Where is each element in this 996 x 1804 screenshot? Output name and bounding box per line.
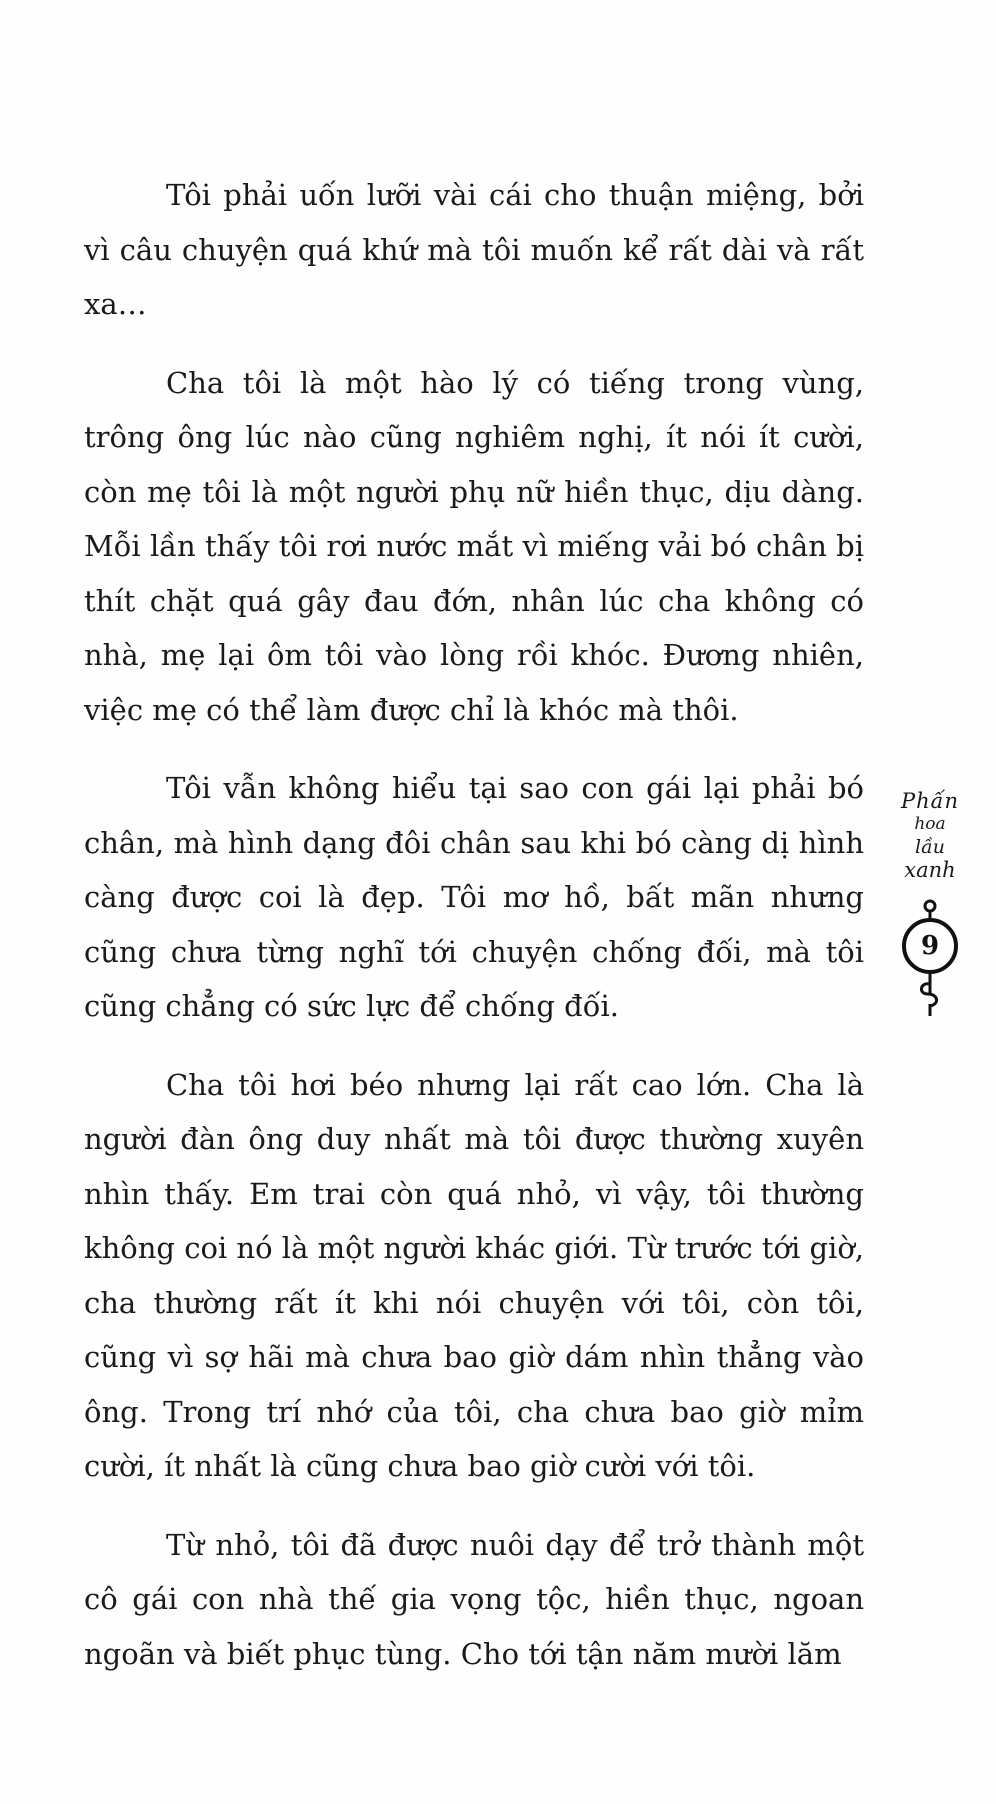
book-title-mark <box>890 790 970 882</box>
paragraph-2: Cha tôi là một hào lý có tiếng trong vùng, trông ông lúc nào cũng nghiêm nghị, ít nói ít cười, còn mẹ tôi là một người phụ nữ hiền thục, dịu dàng. Mỗi lần thấy tôi rơi nước mắt vì miếng vải bó chân bị thít chặt quá gây đau đớn, nhân lúc cha không có nhà, mẹ lại ôm tôi vào lòng rồi khóc. Đương nhiên, việc mẹ có thể làm được chỉ là khóc mà thôi. <box>84 365 864 727</box>
page-number-ornament <box>894 898 966 1018</box>
running-header-mark <box>890 790 970 1020</box>
paragraph-3: Tôi vẫn không hiểu tại sao con gái lại phải bó chân, mà hình dạng đôi chân sau khi bó càng dị hình càng được coi là đẹp. Tôi mơ hồ, bất mãn nhưng cũng chưa từng nghĩ tới chuyện chống đối, mà tôi cũng chẳng có sức lực để chống đối. <box>84 771 864 1023</box>
book-title-line-3: lầu <box>915 836 945 858</box>
paragraph-5: Từ nhỏ, tôi đã được nuôi dạy để trở thành một cô gái con nhà thế gia vọng tộc, hiền thục, ngoan ngoãn và biết phục tùng. Cho tới tận năm mười lăm <box>84 1527 864 1671</box>
book-title-line-2: hoa <box>914 814 946 834</box>
body-text <box>84 168 864 1705</box>
book-title-line-4: xanh <box>904 858 956 882</box>
book-title-line-1: Phấn <box>900 789 960 813</box>
paragraph-4: Cha tôi hơi béo nhưng lại rất cao lớn. Cha là người đàn ông duy nhất mà tôi được thường xuyên nhìn thấy. Em trai còn quá nhỏ, vì vậy, tôi thường không coi nó là một người khác giới. Từ trước tới giờ, cha thường rất ít khi nói chuyện với tôi, còn tôi, cũng vì sợ hãi mà chưa bao giờ dám nhìn thẳng vào ông. Trong trí nhớ của tôi, cha chưa bao giờ mỉm cười, ít nhất là cũng chưa bao giờ cười với tôi. <box>84 1067 864 1483</box>
page-number: 9 <box>920 931 940 961</box>
paragraph-1: Tôi phải uốn lưỡi vài cái cho thuận miệng, bởi vì câu chuyện quá khứ mà tôi muốn kể rất dài và rất xa… <box>84 178 864 321</box>
